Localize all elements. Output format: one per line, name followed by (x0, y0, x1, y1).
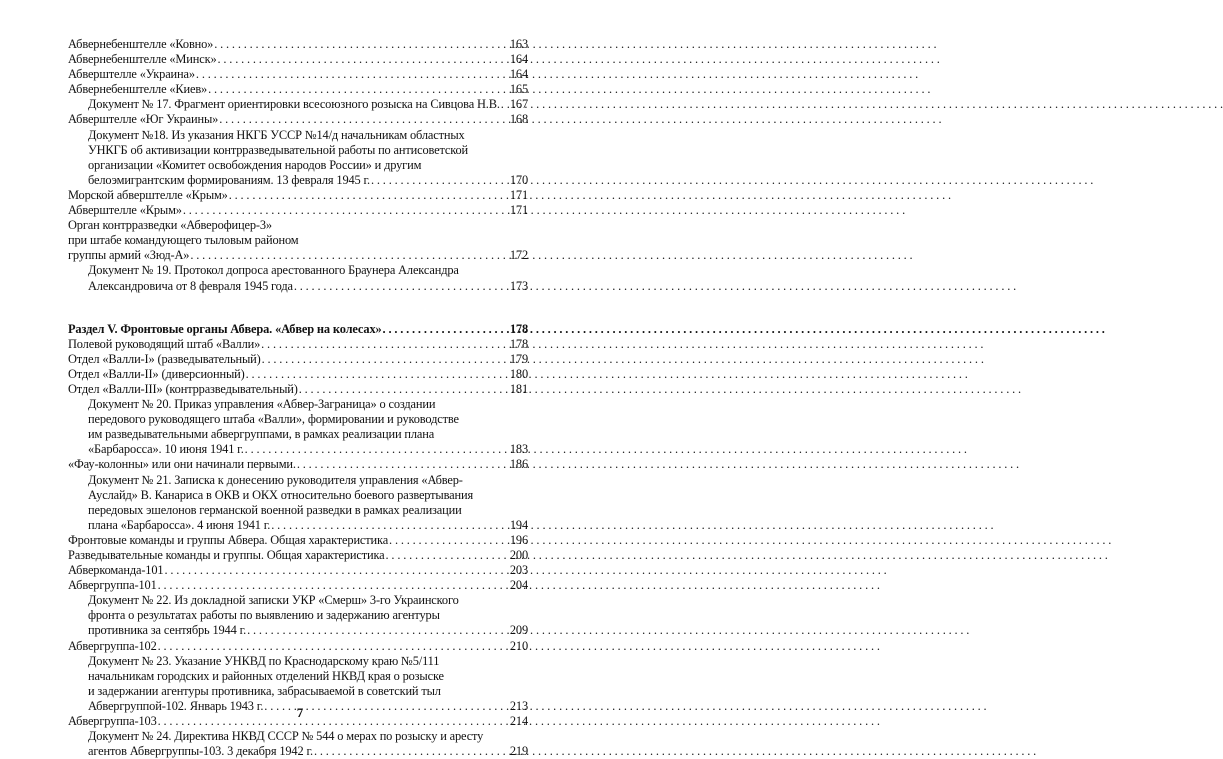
toc-entry-last-line (68, 52, 528, 67)
dot-leader (294, 279, 509, 294)
toc-entry (68, 548, 528, 563)
toc-entry-last-line (68, 37, 528, 52)
toc-entry-title: Отдел «Валли-II» (диверсионный) (68, 366, 245, 381)
toc-entry-line: при штабе командующего тыловым районом (68, 233, 299, 248)
dot-leader (158, 578, 509, 593)
toc-entry-line: им разведывательными абвергруппами, в рамках реализации плана (88, 427, 435, 442)
toc-entry-line: Орган контрразведки «Абверофицер-3» (68, 218, 272, 233)
toc-page-number: 219 (509, 744, 528, 759)
toc-entry-title: Отдел «Валли-I» (разведывательный) (68, 351, 261, 366)
toc-entry-line: и задержании агентуры противника, забрасываемой в советский тыл (88, 683, 441, 698)
toc-entry (68, 322, 528, 337)
toc-entry-title: Разведывательные команды и группы. Общая характеристика (68, 548, 385, 562)
toc-entry-title: Фронтовые команды и группы Абвера. Общая характеристика (68, 532, 389, 547)
toc-entry-title: Абверштелле «Юг Украины» (68, 112, 219, 127)
dot-leader (214, 37, 509, 52)
toc-entry-last-line (68, 367, 528, 382)
toc-page-number: 163 (509, 37, 528, 51)
toc-entry-last-line (68, 548, 528, 563)
toc-entry-last-line (88, 173, 528, 188)
dot-leader (158, 639, 509, 654)
dot-leader (190, 248, 509, 263)
toc-page-number: 173 (509, 278, 528, 293)
toc-entry-line: Документ № 20. Приказ управления «Абвер-Заграница» о создании (88, 397, 436, 412)
toc-document-entry (68, 593, 528, 638)
toc-page-number: 210 (509, 638, 528, 653)
toc-entry-line: Документ № 24. Директива НКВД СССР № 544 о мерах по розыску и аресту (88, 729, 484, 744)
table-of-contents (68, 37, 528, 759)
toc-entry-last-line (68, 639, 528, 654)
toc-entry (68, 578, 528, 593)
dot-leader (183, 203, 509, 218)
toc-entry (68, 37, 528, 52)
toc-entry-last-line (88, 97, 528, 112)
toc-entry-last-line (68, 563, 528, 578)
toc-entry-title: группы армий «Зюд-А» (68, 248, 190, 263)
toc-entry-last-line (68, 382, 528, 397)
toc-entry-title: плана «Барбаросса». 4 июня 1941 г. (88, 517, 271, 532)
toc-entry-last-line (88, 279, 528, 294)
toc-entry-last-line (68, 533, 528, 548)
toc-entry-last-line (88, 744, 528, 759)
dot-leader (246, 367, 509, 382)
toc-entry-last-line (68, 322, 528, 337)
toc-entry (68, 367, 528, 382)
dot-leader (164, 563, 508, 578)
toc-entry-last-line (68, 203, 528, 218)
toc-entry-last-line (68, 248, 528, 263)
toc-section-1 (68, 37, 528, 294)
toc-page-number: 194 (509, 517, 528, 532)
dot-leader (297, 457, 509, 472)
dot-leader (218, 52, 509, 67)
toc-entry-title: Абверштелле «Крым» (68, 203, 182, 218)
toc-page-number: 167 (509, 97, 528, 112)
toc-entry-title: Морской абверштелле «Крым» (68, 187, 228, 202)
toc-page-number: 171 (509, 203, 528, 218)
page-number: 7 (296, 705, 304, 720)
toc-entry (68, 203, 528, 218)
dot-leader (371, 173, 509, 188)
toc-entry (68, 382, 528, 397)
toc-page-number: 183 (509, 442, 528, 457)
toc-entry-title: Полевой руководящий штаб «Валли» (68, 336, 261, 351)
toc-entry-line: Документ № 22. Из докладной записки УКР «Смерш» 3-го Украинского (88, 593, 459, 608)
toc-page-number: 165 (509, 82, 528, 97)
toc-page-number: 181 (509, 381, 528, 396)
toc-document-entry (68, 128, 528, 188)
toc-entry-line: фронта о результатах работы по выявлению и задержанию агентуры (88, 608, 440, 623)
toc-document-entry (68, 263, 528, 293)
toc-entry-line: Ауслайд» В. Канариса в ОКВ и ОКХ относительно боевого развертывания (88, 487, 474, 502)
toc-entry-last-line (68, 337, 528, 352)
toc-entry-line: Документ № 23. Указание УНКВД по Краснодарскому краю №5/111 (88, 653, 440, 668)
toc-page-number: 179 (509, 351, 528, 366)
toc-entry-line: УНКГБ об активизации контрразведывательной работы по антисоветской (88, 142, 469, 157)
toc-entry-title: Отдел «Валли-III» (контрразведывательный) (68, 381, 298, 396)
toc-entry (68, 218, 528, 263)
toc-entry (68, 352, 528, 367)
toc-entry-last-line (68, 112, 528, 127)
toc-entry-last-line (68, 67, 528, 82)
toc-entry-last-line (68, 352, 528, 367)
toc-document-entry (68, 729, 528, 759)
toc-page-number: 171 (509, 187, 528, 202)
toc-entry-last-line (68, 457, 528, 472)
toc-entry-title: Абвернебенштелле «Минск» (68, 52, 217, 67)
toc-entry-title: «Барбаросса». 10 июня 1941 г. (88, 442, 244, 457)
toc-page-number: 200 (509, 548, 528, 562)
toc-entry (68, 67, 528, 82)
toc-entry-last-line (88, 518, 528, 533)
dot-leader (383, 322, 509, 337)
toc-page-number: 178 (509, 336, 528, 351)
toc-entry-title: Абвергруппа-103 (68, 714, 157, 729)
toc-page-number: 186 (509, 457, 528, 472)
toc-entry-line: начальникам городских и районных отделений НКВД края о розыске (88, 668, 444, 683)
toc-entry (68, 52, 528, 67)
toc-entry (68, 457, 528, 472)
dot-leader (262, 352, 509, 367)
toc-page-number: 203 (509, 563, 528, 578)
toc-entry (68, 82, 528, 97)
toc-entry-line: передового руководящего штаба «Валли», формировании и руководстве (88, 412, 459, 427)
toc-entry-title: Документ № 17. Фрагмент ориентировки всесоюзного розыска на Сивцова Н.В. (88, 97, 500, 112)
toc-entry-last-line (68, 82, 528, 97)
toc-entry-line: передовых эшелонов германской военной разведки в рамках реализации (88, 502, 462, 517)
section-gap (68, 294, 528, 322)
toc-page-number: 213 (509, 698, 528, 713)
book-page (0, 0, 600, 759)
toc-entry-title: Абвергруппа-101 (68, 578, 157, 593)
dot-leader (386, 548, 509, 563)
toc-entry-title: Абверкоманда-101 (68, 563, 164, 578)
dot-leader (299, 382, 509, 397)
dot-leader (389, 533, 509, 548)
toc-page-number: 170 (509, 172, 528, 187)
toc-entry-last-line (68, 578, 528, 593)
toc-page-number: 204 (509, 578, 528, 593)
toc-page-number: 196 (509, 532, 528, 547)
dot-leader (196, 67, 509, 82)
dot-leader (314, 744, 509, 759)
toc-entry-title: Раздел V. Фронтовые органы Абвера. «Абвер на колесах» (68, 321, 382, 336)
toc-entry-title: Абвернебенштелле «Киев» (68, 82, 208, 97)
toc-entry-title: Абвернебенштелле «Ковно» (68, 37, 214, 51)
toc-document-entry (68, 473, 528, 533)
toc-entry-last-line (68, 188, 528, 203)
toc-entry (68, 188, 528, 203)
toc-page-number: 172 (509, 248, 528, 263)
dot-leader (501, 97, 509, 112)
toc-entry-title: Абвергруппа-102 (68, 638, 157, 653)
toc-page-number: 180 (509, 366, 528, 381)
toc-entry-line: Документ № 19. Протокол допроса арестованного Браунера Александра (88, 263, 459, 278)
dot-leader (229, 188, 509, 203)
toc-entry-last-line (88, 442, 528, 457)
toc-page-number: 164 (509, 67, 528, 82)
toc-entry-line: Документ № 21. Записка к донесению руководителя управления «Абвер- (88, 472, 463, 487)
toc-entry (68, 639, 528, 654)
dot-leader (247, 623, 509, 638)
toc-entry (68, 533, 528, 548)
toc-page-number: 214 (509, 714, 528, 729)
toc-section-2 (68, 322, 528, 759)
dot-leader (245, 442, 509, 457)
dot-leader (271, 518, 509, 533)
dot-leader (219, 112, 509, 127)
toc-document-entry (68, 397, 528, 457)
toc-page-number: 164 (509, 52, 528, 67)
toc-document-entry (68, 97, 528, 112)
toc-entry-title: Абверштелле «Украина» (68, 67, 195, 82)
toc-entry-title: агентов Абвергруппы-103. 3 декабря 1942 г. (88, 744, 313, 759)
dot-leader (261, 337, 509, 352)
dot-leader (208, 82, 509, 97)
toc-page-number: 168 (509, 112, 528, 127)
toc-entry-title: Александровича от 8 февраля 1945 года (88, 278, 293, 293)
toc-entry-title: белоэмигрантским формированиям. 13 февраля 1945 г. (88, 172, 371, 187)
toc-entry-title: «Фау-колонны» или они начинали первыми. (68, 457, 296, 472)
toc-entry (68, 112, 528, 127)
toc-entry-line: организации «Комитет освобождения народов России» и другим (88, 157, 422, 172)
toc-entry-last-line (88, 623, 528, 638)
toc-entry (68, 563, 528, 578)
toc-entry-title: Абвергруппой-102. Январь 1943 г. (88, 698, 264, 713)
toc-entry-title: противника за сентябрь 1944 г. (88, 623, 247, 638)
toc-page-number: 209 (509, 623, 528, 638)
toc-entry-line: Документ №18. Из указания НКГБ УССР №14/д начальникам областных (88, 127, 465, 142)
toc-page-number: 178 (509, 321, 528, 336)
toc-entry (68, 337, 528, 352)
